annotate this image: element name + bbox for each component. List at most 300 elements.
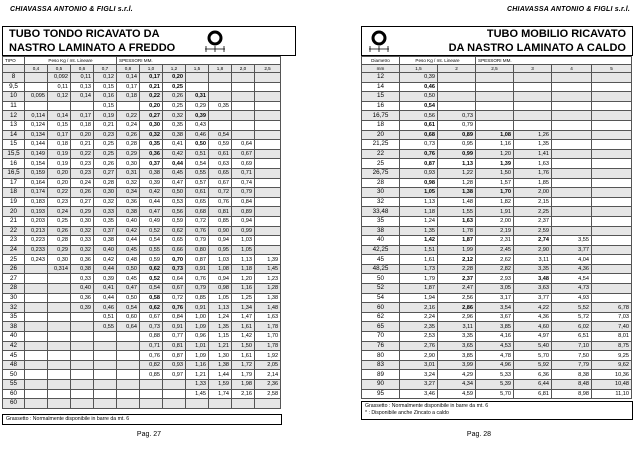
value-cell bbox=[25, 389, 48, 399]
right-footnote-2: * : Disponibile anche Zincato a caldo bbox=[365, 410, 449, 416]
value-cell bbox=[255, 216, 281, 226]
value-cell: 1,20 bbox=[476, 149, 514, 159]
value-cell bbox=[71, 312, 94, 322]
value-cell bbox=[552, 197, 592, 207]
value-cell bbox=[94, 332, 117, 342]
table-row bbox=[3, 101, 281, 111]
value-cell: 4,36 bbox=[552, 264, 592, 274]
value-cell: 1,61 bbox=[232, 351, 255, 361]
size-cell: 21 bbox=[3, 216, 25, 226]
value-cell: 0,11 bbox=[71, 73, 94, 83]
value-cell bbox=[592, 178, 632, 188]
value-cell: 7,79 bbox=[552, 360, 592, 370]
table-row bbox=[3, 245, 281, 255]
value-cell: 0,49 bbox=[140, 216, 163, 226]
table-row bbox=[3, 73, 281, 83]
value-cell bbox=[48, 370, 71, 380]
value-cell: 1,63 bbox=[255, 312, 281, 322]
value-cell: 1,24 bbox=[209, 312, 232, 322]
value-cell: 3,77 bbox=[514, 293, 552, 303]
size-cell: 38 bbox=[3, 322, 25, 332]
value-cell bbox=[71, 351, 94, 361]
size-cell: 54 bbox=[362, 293, 400, 303]
value-cell: 0,51 bbox=[94, 312, 117, 322]
value-cell: 1,16 bbox=[232, 284, 255, 294]
value-cell: 2,00 bbox=[476, 216, 514, 226]
value-cell: 3,35 bbox=[514, 264, 552, 274]
value-cell: 0,25 bbox=[163, 82, 186, 92]
value-cell bbox=[117, 101, 140, 111]
value-cell: 0,32 bbox=[94, 197, 117, 207]
table-row bbox=[362, 178, 632, 188]
value-cell: 6,36 bbox=[514, 370, 552, 380]
value-cell: 1,16 bbox=[186, 360, 209, 370]
value-cell bbox=[186, 82, 209, 92]
value-cell: 0,87 bbox=[400, 159, 438, 169]
value-cell bbox=[25, 380, 48, 390]
value-cell bbox=[592, 245, 632, 255]
value-cell: 2,96 bbox=[438, 312, 476, 322]
thickness-2: 2,5 bbox=[476, 65, 514, 73]
size-cell: 60 bbox=[362, 303, 400, 313]
value-cell bbox=[514, 111, 552, 121]
value-cell: 0,25 bbox=[94, 140, 117, 150]
table-row bbox=[3, 312, 281, 322]
value-cell: 0,32 bbox=[71, 226, 94, 236]
value-cell bbox=[48, 399, 71, 409]
value-cell: 0,39 bbox=[94, 274, 117, 284]
value-cell: 0,52 bbox=[140, 226, 163, 236]
value-cell: 0,20 bbox=[71, 130, 94, 140]
value-cell: 0,81 bbox=[163, 341, 186, 351]
value-cell: 0,114 bbox=[25, 111, 48, 121]
value-cell: 2,93 bbox=[476, 274, 514, 284]
size-cell: 42,25 bbox=[362, 245, 400, 255]
value-cell: 0,30 bbox=[94, 188, 117, 198]
value-cell bbox=[552, 159, 592, 169]
value-cell bbox=[255, 168, 281, 178]
value-cell: 1,70 bbox=[255, 332, 281, 342]
value-cell bbox=[552, 101, 592, 111]
value-cell bbox=[117, 399, 140, 409]
value-cell: 4,34 bbox=[438, 380, 476, 390]
size-cell: 32 bbox=[3, 303, 25, 313]
table-row bbox=[3, 255, 281, 265]
value-cell: 6,02 bbox=[552, 322, 592, 332]
size-cell: 25 bbox=[3, 255, 25, 265]
value-cell: 0,14 bbox=[71, 92, 94, 102]
value-cell: 1,79 bbox=[400, 274, 438, 284]
value-cell: 3,01 bbox=[400, 360, 438, 370]
size-cell: 15,5 bbox=[3, 149, 25, 159]
table-row bbox=[362, 284, 632, 294]
value-cell: 0,91 bbox=[163, 322, 186, 332]
value-cell bbox=[514, 101, 552, 111]
value-cell bbox=[117, 341, 140, 351]
size-cell: 16,5 bbox=[3, 168, 25, 178]
value-cell: 1,47 bbox=[232, 312, 255, 322]
value-cell: 1,45 bbox=[255, 264, 281, 274]
size-cell: 76 bbox=[362, 341, 400, 351]
value-cell: 0,27 bbox=[94, 168, 117, 178]
thickness-4: 0,8 bbox=[117, 65, 140, 73]
table-row bbox=[3, 188, 281, 198]
value-cell: 0,48 bbox=[117, 255, 140, 265]
table-row bbox=[3, 149, 281, 159]
value-cell: 0,65 bbox=[163, 236, 186, 246]
value-cell: 9,25 bbox=[592, 351, 632, 361]
value-cell bbox=[514, 82, 552, 92]
round-tube-logo-icon bbox=[202, 29, 228, 55]
value-cell: 0,59 bbox=[163, 216, 186, 226]
value-cell: 4,78 bbox=[476, 351, 514, 361]
size-cell: 28 bbox=[362, 178, 400, 188]
value-cell: 0,35 bbox=[94, 216, 117, 226]
value-cell: 8,75 bbox=[592, 341, 632, 351]
company-name-left: CHIAVASSA ANTONIO & FIGLI s.r.l. bbox=[10, 6, 133, 13]
value-cell: 4,22 bbox=[514, 303, 552, 313]
value-cell: 0,96 bbox=[186, 332, 209, 342]
value-cell: 0,89 bbox=[438, 130, 476, 140]
value-cell: 0,19 bbox=[48, 149, 71, 159]
size-cell: 15 bbox=[362, 92, 400, 102]
value-cell bbox=[552, 149, 592, 159]
size-cell: 48,25 bbox=[362, 264, 400, 274]
value-cell: 0,94 bbox=[209, 236, 232, 246]
value-cell: 11,10 bbox=[592, 389, 632, 399]
value-cell bbox=[71, 332, 94, 342]
furniture-tube-table bbox=[361, 56, 632, 399]
size-cell: 16 bbox=[3, 159, 25, 169]
size-cell: 60 bbox=[3, 399, 25, 409]
value-cell: 1,08 bbox=[476, 130, 514, 140]
value-cell: 0,46 bbox=[186, 130, 209, 140]
value-cell: 0,54 bbox=[186, 159, 209, 169]
value-cell: 2,16 bbox=[400, 303, 438, 313]
value-cell bbox=[48, 312, 71, 322]
value-cell: 0,89 bbox=[232, 207, 255, 217]
table-row bbox=[3, 341, 281, 351]
right-thickness-row bbox=[362, 65, 632, 73]
value-cell bbox=[476, 92, 514, 102]
value-cell: 0,27 bbox=[140, 111, 163, 121]
value-cell: 0,39 bbox=[140, 178, 163, 188]
value-cell: 0,82 bbox=[140, 360, 163, 370]
value-cell bbox=[71, 370, 94, 380]
value-cell: 0,54 bbox=[140, 236, 163, 246]
table-row bbox=[362, 120, 632, 130]
table-row bbox=[3, 274, 281, 284]
value-cell bbox=[255, 399, 281, 409]
value-cell bbox=[514, 120, 552, 130]
value-cell: 0,12 bbox=[94, 73, 117, 83]
value-cell: 0,99 bbox=[232, 226, 255, 236]
value-cell: 0,33 bbox=[94, 207, 117, 217]
value-cell bbox=[255, 226, 281, 236]
value-cell: 3,27 bbox=[400, 380, 438, 390]
value-cell bbox=[592, 255, 632, 265]
table-row bbox=[362, 341, 632, 351]
value-cell bbox=[232, 399, 255, 409]
value-cell: 0,88 bbox=[140, 332, 163, 342]
value-cell bbox=[48, 351, 71, 361]
value-cell bbox=[48, 284, 71, 294]
value-cell: 6,44 bbox=[514, 380, 552, 390]
size-cell: 40 bbox=[3, 332, 25, 342]
value-cell: 0,26 bbox=[94, 159, 117, 169]
value-cell: 1,13 bbox=[438, 159, 476, 169]
value-cell: 1,78 bbox=[438, 226, 476, 236]
size-cell: 22 bbox=[362, 149, 400, 159]
value-cell bbox=[48, 274, 71, 284]
table-row bbox=[362, 264, 632, 274]
value-cell: 0,14 bbox=[117, 73, 140, 83]
value-cell: 1,03 bbox=[232, 236, 255, 246]
value-cell: 0,67 bbox=[163, 284, 186, 294]
value-cell: 0,149 bbox=[25, 149, 48, 159]
value-cell: 10,36 bbox=[592, 370, 632, 380]
value-cell: 0,42 bbox=[117, 226, 140, 236]
value-cell: 0,28 bbox=[48, 236, 71, 246]
value-cell bbox=[25, 332, 48, 342]
value-cell: 0,81 bbox=[209, 207, 232, 217]
value-cell bbox=[71, 389, 94, 399]
value-cell bbox=[25, 293, 48, 303]
value-cell: 0,46 bbox=[400, 82, 438, 92]
value-cell: 0,76 bbox=[400, 149, 438, 159]
value-cell: 8,98 bbox=[552, 389, 592, 399]
value-cell bbox=[552, 130, 592, 140]
value-cell: 10,48 bbox=[592, 380, 632, 390]
value-cell bbox=[255, 130, 281, 140]
value-cell bbox=[552, 168, 592, 178]
value-cell: 2,36 bbox=[255, 380, 281, 390]
value-cell: 1,38 bbox=[438, 188, 476, 198]
size-cell: 12 bbox=[362, 73, 400, 83]
value-cell: 0,87 bbox=[186, 255, 209, 265]
value-cell: 0,233 bbox=[25, 245, 48, 255]
value-cell bbox=[476, 101, 514, 111]
table-row bbox=[362, 274, 632, 284]
value-cell bbox=[25, 341, 48, 351]
value-cell: 1,48 bbox=[255, 303, 281, 313]
value-cell bbox=[25, 360, 48, 370]
value-cell: 0,72 bbox=[163, 293, 186, 303]
value-cell: 0,50 bbox=[163, 188, 186, 198]
value-cell: 0,62 bbox=[140, 303, 163, 313]
value-cell: 1,87 bbox=[438, 236, 476, 246]
value-cell bbox=[514, 73, 552, 83]
value-cell: 0,61 bbox=[186, 188, 209, 198]
table-row bbox=[362, 168, 632, 178]
value-cell: 0,94 bbox=[209, 274, 232, 284]
value-cell bbox=[255, 73, 281, 83]
value-cell: 0,22 bbox=[71, 149, 94, 159]
value-cell: 5,72 bbox=[552, 312, 592, 322]
value-cell: 2,12 bbox=[438, 255, 476, 265]
value-cell: 0,36 bbox=[71, 255, 94, 265]
value-cell: 1,28 bbox=[255, 284, 281, 294]
value-cell bbox=[25, 101, 48, 111]
size-cell: 30 bbox=[362, 188, 400, 198]
right-page-number: Pag. 28 bbox=[466, 431, 492, 438]
value-cell bbox=[232, 73, 255, 83]
value-cell: 0,69 bbox=[232, 159, 255, 169]
value-cell: 1,34 bbox=[232, 303, 255, 313]
value-cell bbox=[255, 111, 281, 121]
size-cell: 20 bbox=[3, 207, 25, 217]
size-cell: 42 bbox=[3, 341, 25, 351]
value-cell: 2,90 bbox=[400, 351, 438, 361]
value-cell: 0,71 bbox=[232, 168, 255, 178]
size-cell: 23 bbox=[3, 236, 25, 246]
value-cell bbox=[552, 207, 592, 217]
value-cell: 1,72 bbox=[232, 360, 255, 370]
value-cell: 9,62 bbox=[592, 360, 632, 370]
value-cell: 0,35 bbox=[209, 101, 232, 111]
value-cell bbox=[117, 389, 140, 399]
table-row bbox=[362, 149, 632, 159]
value-cell: 0,59 bbox=[140, 255, 163, 265]
size-cell: 17 bbox=[3, 178, 25, 188]
value-cell: 0,74 bbox=[232, 178, 255, 188]
value-cell bbox=[514, 92, 552, 102]
thickness-0: 0,4 bbox=[25, 65, 48, 73]
value-cell: 0,45 bbox=[117, 245, 140, 255]
value-cell bbox=[438, 82, 476, 92]
value-cell: 0,93 bbox=[400, 168, 438, 178]
value-cell bbox=[476, 82, 514, 92]
table-row bbox=[362, 92, 632, 102]
size-cell: 52 bbox=[362, 284, 400, 294]
value-cell: 0,25 bbox=[163, 101, 186, 111]
value-cell: 0,33 bbox=[71, 274, 94, 284]
value-cell bbox=[232, 111, 255, 121]
value-cell: 1,73 bbox=[400, 264, 438, 274]
value-cell: 0,38 bbox=[117, 207, 140, 217]
value-cell bbox=[255, 197, 281, 207]
table-row bbox=[3, 82, 281, 92]
value-cell bbox=[255, 101, 281, 111]
size-cell: 27 bbox=[3, 274, 25, 284]
value-cell: 0,64 bbox=[117, 322, 140, 332]
value-cell: 0,79 bbox=[186, 284, 209, 294]
value-cell: 3,24 bbox=[400, 370, 438, 380]
table-row bbox=[362, 370, 632, 380]
value-cell: 1,61 bbox=[232, 322, 255, 332]
value-cell: 0,85 bbox=[140, 370, 163, 380]
size-cell: 83 bbox=[362, 360, 400, 370]
thickness-0: 1,5 bbox=[400, 65, 438, 73]
table-row bbox=[3, 264, 281, 274]
size-cell: 32 bbox=[362, 197, 400, 207]
value-cell bbox=[48, 389, 71, 399]
value-cell: 0,24 bbox=[48, 207, 71, 217]
size-cell: 89 bbox=[362, 370, 400, 380]
value-cell: 0,30 bbox=[117, 159, 140, 169]
value-cell: 0,11 bbox=[48, 82, 71, 92]
value-cell bbox=[25, 303, 48, 313]
value-cell: 0,33 bbox=[71, 236, 94, 246]
table-row bbox=[3, 360, 281, 370]
tipo-header: TIPO bbox=[3, 57, 25, 65]
value-cell: 0,144 bbox=[25, 140, 48, 150]
size-cell: 33,48 bbox=[362, 207, 400, 217]
value-cell: 0,64 bbox=[163, 274, 186, 284]
value-cell: 0,73 bbox=[400, 140, 438, 150]
value-cell: 0,94 bbox=[232, 216, 255, 226]
table-row bbox=[362, 245, 632, 255]
value-cell: 1,45 bbox=[186, 389, 209, 399]
value-cell bbox=[94, 341, 117, 351]
value-cell bbox=[552, 82, 592, 92]
value-cell: 0,68 bbox=[400, 130, 438, 140]
table-row bbox=[362, 293, 632, 303]
value-cell: 0,20 bbox=[48, 178, 71, 188]
size-cell: 24 bbox=[3, 245, 25, 255]
value-cell bbox=[117, 380, 140, 390]
value-cell: 0,43 bbox=[186, 120, 209, 130]
value-cell bbox=[25, 284, 48, 294]
value-cell: 0,63 bbox=[209, 159, 232, 169]
value-cell: 2,90 bbox=[514, 245, 552, 255]
value-cell: 1,63 bbox=[438, 216, 476, 226]
value-cell: 1,13 bbox=[400, 197, 438, 207]
size-cell: 95 bbox=[362, 389, 400, 399]
value-cell bbox=[552, 140, 592, 150]
table-row bbox=[3, 140, 281, 150]
value-cell bbox=[592, 264, 632, 274]
value-cell: 0,22 bbox=[117, 111, 140, 121]
value-cell: 0,32 bbox=[140, 130, 163, 140]
value-cell: 0,45 bbox=[117, 274, 140, 284]
value-cell: 0,243 bbox=[25, 255, 48, 265]
table-row bbox=[362, 188, 632, 198]
value-cell bbox=[552, 178, 592, 188]
value-cell bbox=[255, 140, 281, 150]
value-cell bbox=[25, 73, 48, 83]
value-cell: 0,29 bbox=[48, 245, 71, 255]
value-cell: 0,95 bbox=[438, 140, 476, 150]
value-cell: 0,55 bbox=[140, 245, 163, 255]
value-cell: 0,56 bbox=[400, 111, 438, 121]
value-cell: 1,05 bbox=[209, 293, 232, 303]
table-row bbox=[3, 351, 281, 361]
size-cell: 26 bbox=[3, 264, 25, 274]
value-cell: 0,44 bbox=[117, 236, 140, 246]
value-cell: 0,38 bbox=[140, 168, 163, 178]
value-cell bbox=[255, 188, 281, 198]
value-cell: 5,39 bbox=[476, 380, 514, 390]
value-cell: 1,39 bbox=[476, 159, 514, 169]
value-cell: 2,76 bbox=[400, 341, 438, 351]
value-cell bbox=[25, 322, 48, 332]
table-row bbox=[362, 197, 632, 207]
value-cell bbox=[255, 82, 281, 92]
value-cell: 0,37 bbox=[140, 159, 163, 169]
value-cell: 0,70 bbox=[163, 255, 186, 265]
value-cell: 1,85 bbox=[514, 178, 552, 188]
value-cell: 0,20 bbox=[163, 73, 186, 83]
value-cell: 1,15 bbox=[209, 332, 232, 342]
value-cell: 0,21 bbox=[71, 140, 94, 150]
value-cell bbox=[117, 351, 140, 361]
value-cell: 0,98 bbox=[209, 284, 232, 294]
value-cell: 0,092 bbox=[48, 73, 71, 83]
value-cell: 0,183 bbox=[25, 197, 48, 207]
value-cell: 0,23 bbox=[94, 130, 117, 140]
value-cell: 1,87 bbox=[400, 284, 438, 294]
